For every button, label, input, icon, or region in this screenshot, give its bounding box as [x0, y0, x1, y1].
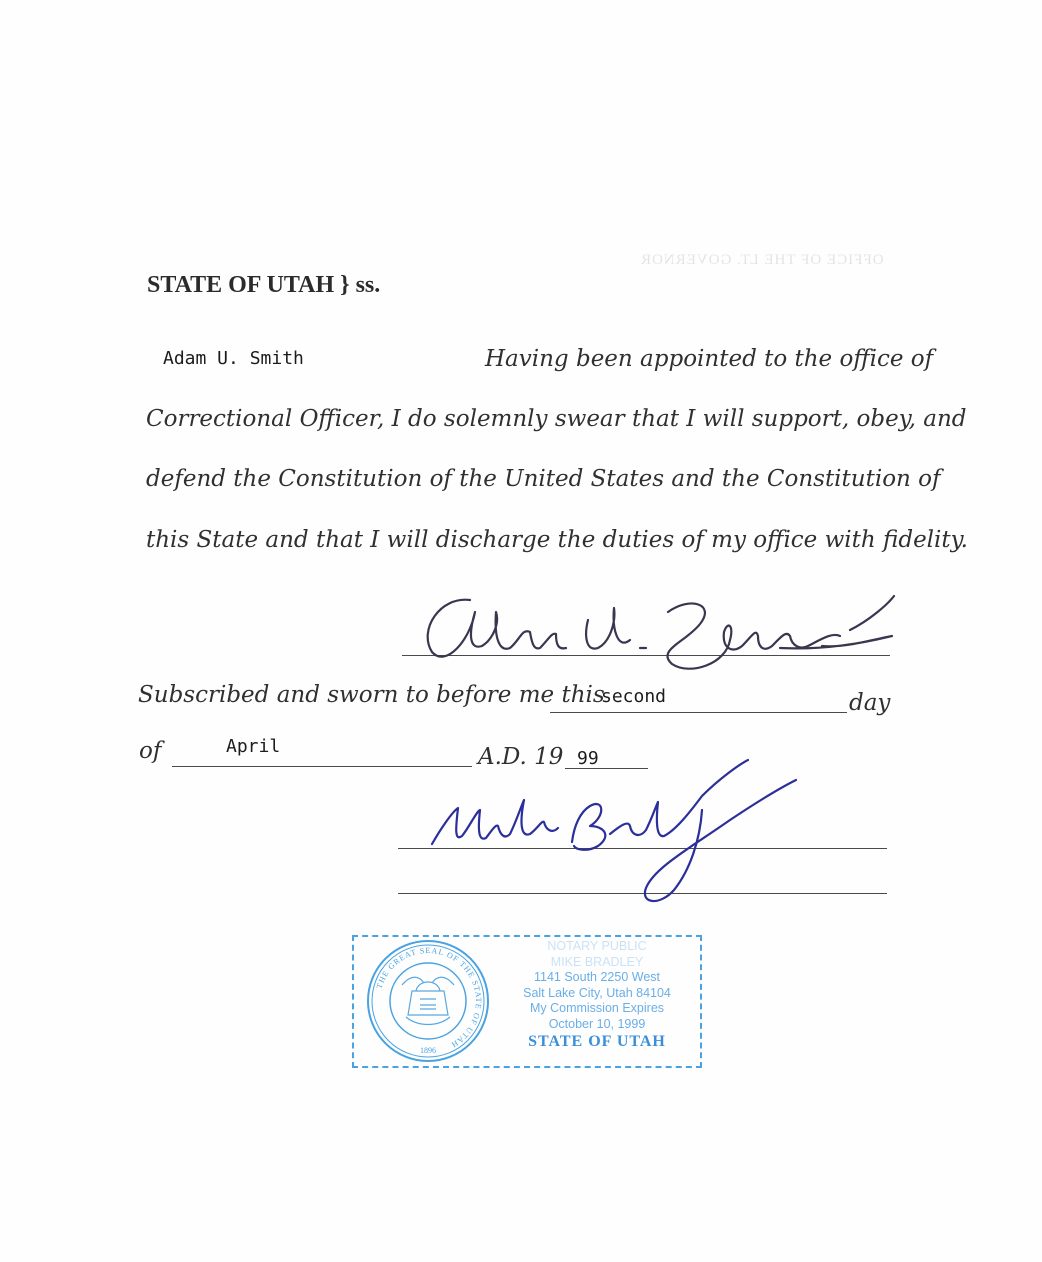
- stamp-line-5: My Commission Expires: [529, 1001, 665, 1015]
- svg-text:THE GREAT SEAL OF THE STATE OF: [375, 946, 483, 1050]
- oath-line-2: Correctional Officer, I do solemnly swear that I will support, obey, and: [146, 406, 967, 432]
- stamp-line-7: STATE OF UTAH: [528, 1033, 666, 1050]
- stamp-line-3: 1141 South 2250 West: [533, 970, 661, 984]
- oath-line-4: this State and that I will discharge the duties of my office with fidelity.: [146, 527, 968, 553]
- seal-year: 1896: [420, 1046, 436, 1055]
- day-blank-line: [550, 712, 847, 713]
- notary-stamp: [352, 935, 702, 1068]
- stamp-line-6: October 10, 1999: [548, 1016, 646, 1031]
- great-seal-icon: [358, 937, 498, 1066]
- stamp-text-block: [494, 939, 700, 1052]
- notary-signature-line: [398, 848, 887, 849]
- month-blank-line: [172, 766, 472, 767]
- stamp-line-2: MIKE BRADLEY: [550, 954, 644, 969]
- notary-signature: [432, 760, 796, 901]
- month-value: April: [226, 736, 281, 757]
- seal-text: THE GREAT SEAL OF THE STATE OF UTAH: [374, 945, 484, 1050]
- day-value: second: [601, 686, 667, 707]
- state-heading: STATE OF UTAH } ss.: [147, 272, 381, 298]
- oath-line-3: defend the Constitution of the United States and the Constitution of: [146, 466, 941, 492]
- affiant-signature-line: [402, 655, 890, 656]
- oath-line-1: Having been appointed to the office of: [485, 346, 934, 372]
- of-label: of: [139, 738, 162, 764]
- bleed-through-text: OFFICE OF THE LT. GOVERNOR: [640, 252, 884, 268]
- day-label: day: [849, 690, 891, 716]
- ad-label: A.D. 19: [478, 744, 564, 770]
- stamp-line-4: Salt Lake City, Utah 84104: [523, 985, 671, 1000]
- affiant-typed-name: Adam U. Smith: [163, 348, 304, 369]
- year-value: 99: [577, 748, 599, 769]
- affiant-signature: [428, 596, 894, 669]
- jurat-subscribed-text: Subscribed and sworn to before me this: [138, 682, 605, 708]
- stamp-line-1: NOTARY PUBLIC: [547, 939, 647, 953]
- notary-title-line: [398, 893, 887, 894]
